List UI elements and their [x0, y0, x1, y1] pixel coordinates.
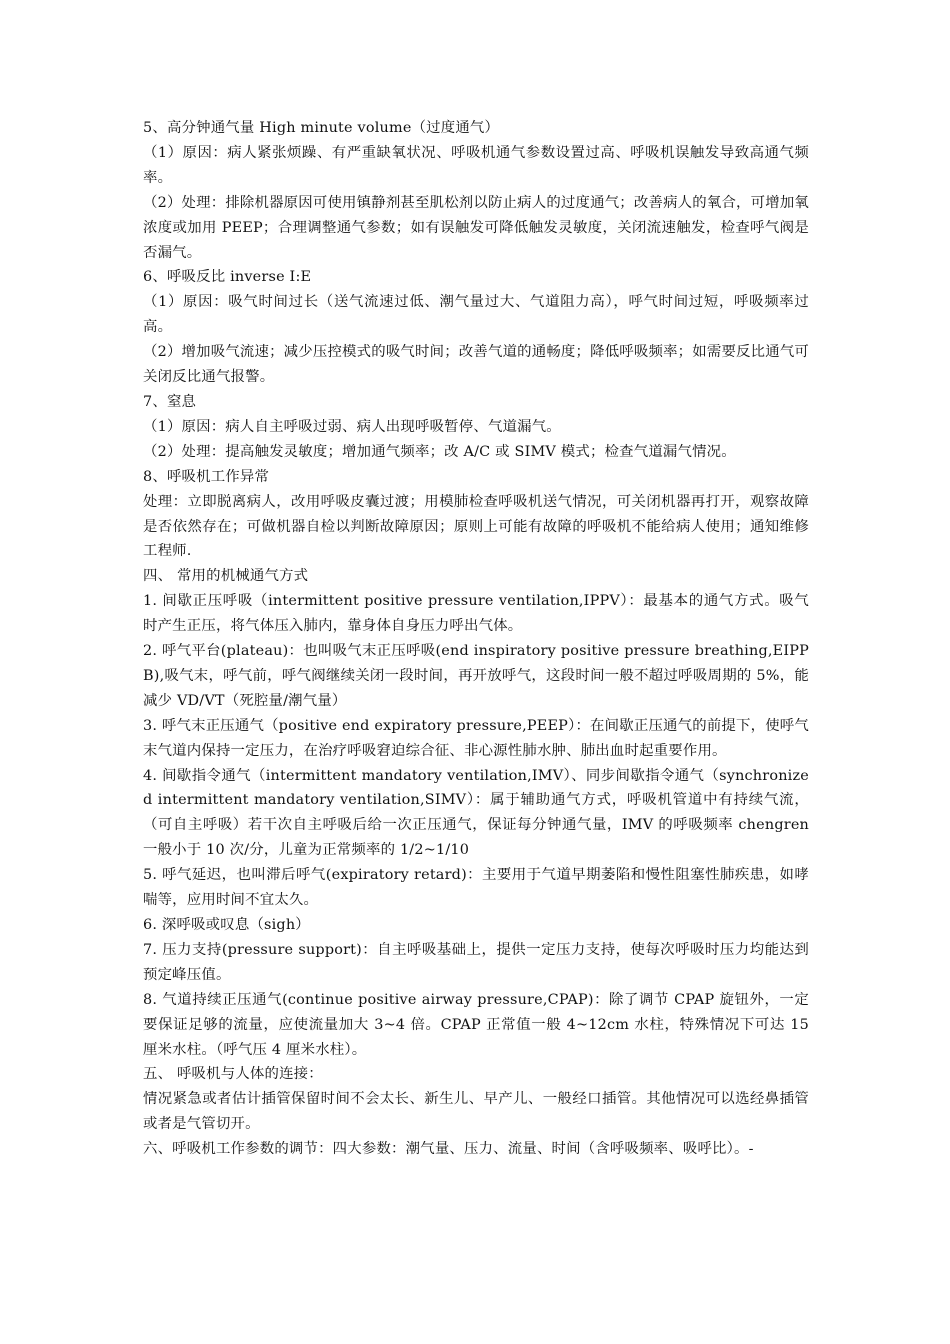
heading-high-minute-volume: 5、高分钟通气量 High minute volume（过度通气）: [143, 120, 500, 136]
document-body: [143, 116, 809, 1162]
paragraph-cause-inverse-ie: （1）原因：吸气时间过长（送气流速过低、潮气量过大、气道阻力高），呼气时间过短，呼吸频率过高。: [143, 294, 809, 336]
paragraph-treatment-hyperventilation: （2）处理：排除机器原因可使用镇静剂甚至肌松剂以防止病人的过度通气；改善病人的氧合，可增加氧浓度或加用 PEEP；合理调整通气参数；如有误触发可降低触发灵敏度，关闭流速触发，检查呼气阀是否漏气。: [143, 194, 809, 261]
list-item-plateau: 2. 呼气平台(plateau)：也叫吸气末正压呼吸(end inspiratory positive pressure breathing,EIPPB),吸气末，呼气前，呼气阀继续关闭一段时间，再开放呼气，这段时间一般不超过呼吸周期的 5%，能减少 VD/VT（死腔量/潮气量）: [143, 643, 809, 709]
section-heading-parameters: 六、呼吸机工作参数的调节：四大参数：潮气量、压力、流量、时间（含呼吸频率、吸呼比）。-: [143, 1141, 754, 1158]
list-item-pressure-support: 7. 压力支持(pressure support)：自主呼吸基础上，提供一定压力支持，使每次呼吸时压力均能达到预定峰压值。: [143, 941, 809, 983]
heading-ventilator-malfunction: 8、呼吸机工作异常: [143, 468, 270, 485]
list-item-cpap: 8. 气道持续正压通气(continue positive airway pressure,CPAP)：除了调节 CPAP 旋钮外，一定要保证足够的流量，应使流量加大 3~4 倍。CPAP 正常值一般 4~12cm 水柱，特殊情况下可达 15 厘米水柱。（呼气压 4 厘米水柱）。: [143, 991, 809, 1058]
paragraph-cause-hyperventilation: （1）原因：病人紧张烦躁、有严重缺氧状况、呼吸机通气参数设置过高、呼吸机误触发导致高通气频率。: [143, 144, 809, 186]
list-item-expiratory-retard: 5. 呼气延迟，也叫滞后呼气(expiratory retard)：主要用于气道早期萎陷和慢性阻塞性肺疾患，如哮喘等，应用时间不宜太久。: [143, 867, 809, 909]
heading-apnea: 7、窒息: [143, 393, 197, 410]
paragraph-cause-apnea: （1）原因：病人自主呼吸过弱、病人出现呼吸暂停、气道漏气。: [143, 418, 561, 435]
list-item-sigh: 6. 深呼吸或叹息（sigh）: [143, 917, 310, 933]
list-item-peep: 3. 呼气末正压通气（positive end expiratory pressure,PEEP）：在间歇正压通气的前提下，使呼气末气道内保持一定压力，在治疗呼吸窘迫综合征、非心源性肺水肿、肺出血时起重要作用。: [143, 717, 809, 759]
paragraph-connection: 情况紧急或者估计插管保留时间不会太长、新生儿、早产儿、一般经口插管。其他情况可以选经鼻插管或者是气管切开。: [143, 1091, 809, 1133]
list-item-ippv: 1. 间歇正压呼吸（intermittent positive pressure ventilation,IPPV）：最基本的通气方式。吸气时产生正压，将气体压入肺内，靠身体自身压力呼出气体。: [143, 593, 809, 635]
section-heading-connection: 五、 呼吸机与人体的连接：: [143, 1066, 323, 1083]
paragraph-treatment-inverse-ie: （2）增加吸气流速；减少压控模式的吸气时间；改善气道的通畅度；降低呼吸频率；如需要反比通气可关闭反比通气报警。: [143, 344, 809, 386]
paragraph-treatment-malfunction: 处理：立即脱离病人，改用呼吸皮囊过渡；用模肺检查呼吸机送气情况，可关闭机器再打开，观察故障是否依然存在；可做机器自检以判断故障原因；原则上可能有故障的呼吸机不能给病人使用；通知维修工程师.: [143, 493, 809, 560]
heading-inverse-ie: 6、呼吸反比 inverse I:E: [143, 269, 312, 286]
section-heading-ventilation-modes: 四、 常用的机械通气方式: [143, 568, 309, 585]
list-item-imv-simv: 4. 间歇指令通气（intermittent mandatory ventilation,IMV）、同步间歇指令通气（synchronized intermittent mandatory ventilation,SIMV）：属于辅助通气方式，呼吸机管道中有持续气流，（可自主呼吸）若干次自主呼吸后给一次正压通气，保证每分钟通气量，IMV 的呼吸频率 chengren 一般小于 10 次/分，儿童为正常频率的 1/2~1/10: [143, 767, 809, 859]
paragraph-treatment-apnea: （2）处理：提高触发灵敏度；增加通气频率；改 A/C 或 SIMV 模式；检查气道漏气情况。: [143, 443, 736, 460]
